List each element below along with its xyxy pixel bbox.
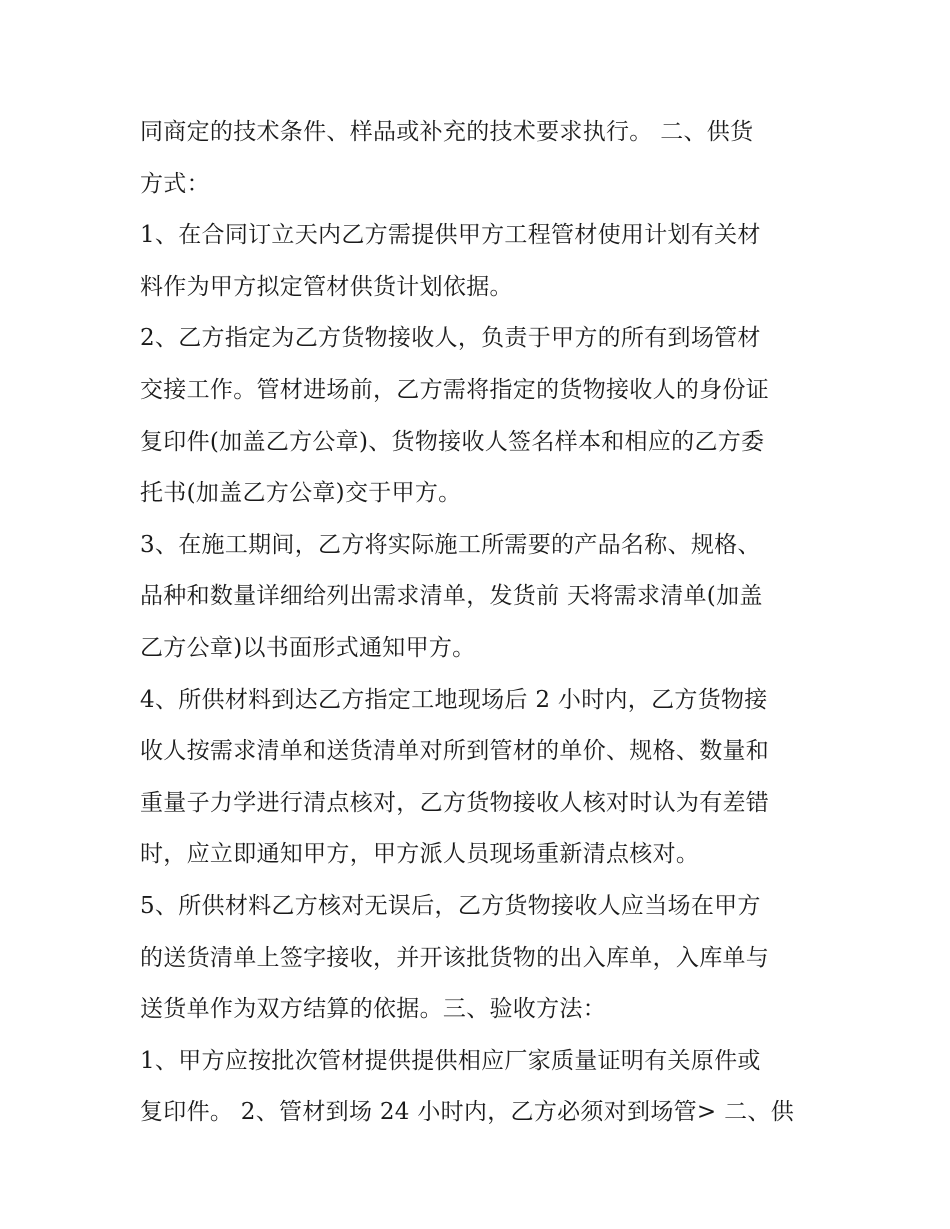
text-line: 5、所供材料乙方核对无误后，乙方货物接收人应当场在甲方: [140, 892, 761, 919]
text-line: 复印件。 2、管材到场 24 小时内，乙方必须对到场管> 二、供: [140, 1099, 795, 1126]
text-line: 托书(加盖乙方公章)交于甲方。: [140, 480, 462, 507]
text-line: 方式：: [140, 170, 210, 197]
text-line: 的送货清单上签字接收，并开该批货物的出入库单，入库单与: [140, 944, 770, 971]
text-line: 乙方公章)以书面形式通知甲方。: [140, 634, 476, 661]
text-line: 复印件(加盖乙方公章)、货物接收人签名样本和相应的乙方委: [140, 428, 765, 455]
text-line: 时，应立即通知甲方，甲方派人员现场重新清点核对。: [140, 841, 700, 868]
document-body: [140, 107, 830, 1139]
text-line: 1、在合同订立天内乙方需提供甲方工程管材使用计划有关材: [140, 222, 761, 249]
text-line: 1、甲方应按批次管材提供提供相应厂家质量证明有关原件或: [140, 1047, 761, 1074]
text-line: 2、乙方指定为乙方货物接收人，负责于甲方的所有到场管材: [140, 325, 761, 352]
text-line: 重量子力学进行清点核对，乙方货物接收人核对时认为有差错: [140, 789, 770, 816]
text-line: 收人按需求清单和送货清单对所到管材的单价、规格、数量和: [140, 738, 770, 765]
text-line: 交接工作。管材进场前，乙方需将指定的货物接收人的身份证: [140, 376, 770, 403]
text-line: 4、所供材料到达乙方指定工地现场后 2 小时内，乙方货物接: [140, 686, 768, 713]
text-line: 品种和数量详细给列出需求清单，发货前 天将需求清单(加盖: [140, 583, 763, 610]
text-line: 3、在施工期间，乙方将实际施工所需要的产品名称、规格、: [140, 531, 761, 558]
text-line: 料作为甲方拟定管材供货计划依据。: [140, 273, 513, 300]
text-line: 送货单作为双方结算的依据。三、验收方法：: [140, 996, 606, 1023]
text-line: 同商定的技术条件、样品或补充的技术要求执行。 二、供货: [140, 119, 754, 145]
